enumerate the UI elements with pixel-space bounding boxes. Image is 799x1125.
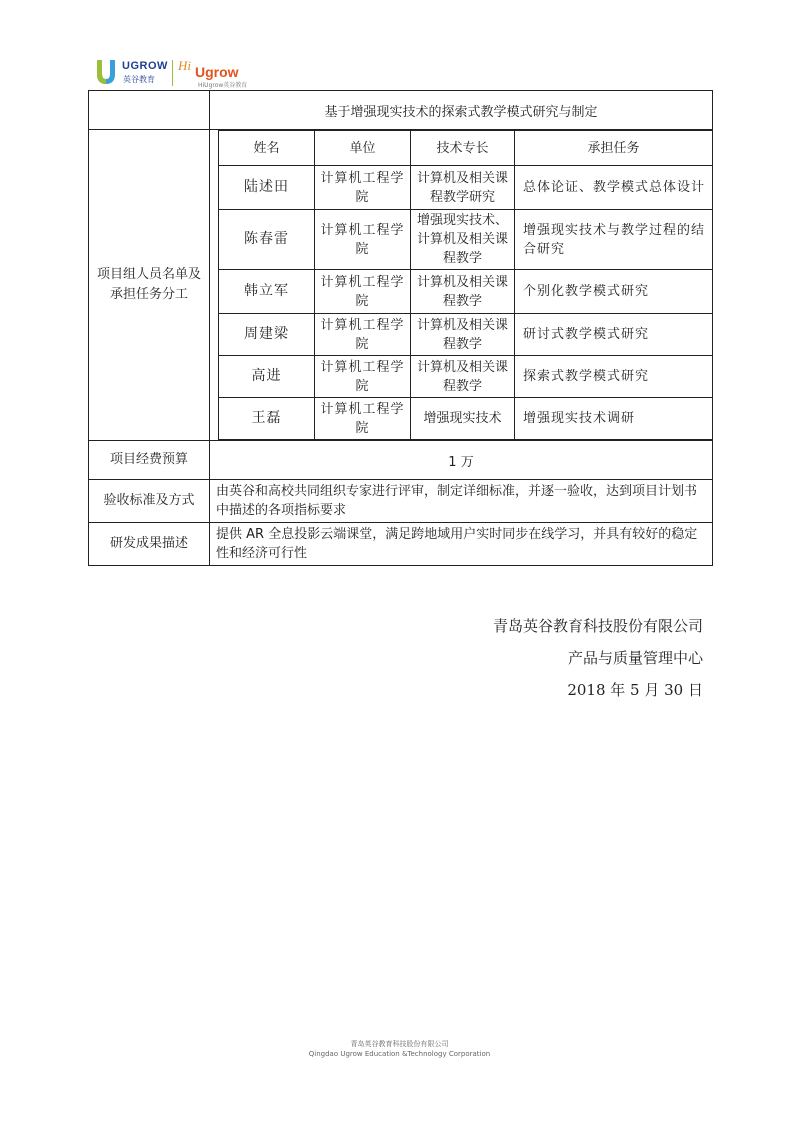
member-skill: 计算机及相关课程教学: [411, 270, 515, 314]
member-unit: 计算机工程学院: [315, 210, 411, 270]
signature-company: 青岛英谷教育科技股份有限公司: [492, 617, 703, 635]
acceptance-row: [89, 480, 713, 523]
member-name: 高进: [219, 356, 315, 398]
acceptance-label: 验收标准及方式: [89, 480, 210, 523]
member-skill: 计算机及相关课程教学研究: [411, 166, 515, 210]
team-row: [219, 270, 713, 314]
project-form-table: [88, 90, 713, 566]
team-header-skill: 技术专长: [411, 131, 515, 166]
logo-brand-cn: 英谷教育: [123, 75, 155, 84]
team-row: [219, 166, 713, 210]
member-name: 陆述田: [219, 166, 315, 210]
member-task: 增强现实技术与教学过程的结合研究: [515, 210, 713, 270]
member-task: 总体论证、教学模式总体设计: [515, 166, 713, 210]
member-skill: 增强现实技术、计算机及相关课程教学: [411, 210, 515, 270]
member-name: 陈春雷: [219, 210, 315, 270]
logo-brand-text: UGROW: [122, 60, 168, 72]
team-row: [219, 398, 713, 440]
outcome-row: [89, 523, 713, 566]
team-label-text: 项目组人员名单及承担任务分工: [96, 267, 201, 302]
team-header-unit: 单位: [315, 131, 411, 166]
member-unit: 计算机工程学院: [315, 314, 411, 356]
member-skill: 计算机及相关课程教学: [411, 356, 515, 398]
team-row: [89, 130, 713, 441]
acceptance-value: 由英谷和高校共同组织专家进行评审，制定详细标准，并逐一验收，达到项目计划书中描述的各项指标要求: [210, 480, 713, 523]
budget-value: 1 万: [210, 441, 713, 480]
team-header-row: [219, 131, 713, 166]
member-name: 王磊: [219, 398, 315, 440]
project-title: 基于增强现实技术的探索式教学模式研究与制定: [210, 91, 713, 130]
member-unit: 计算机工程学院: [315, 356, 411, 398]
member-task: 研讨式教学模式研究: [515, 314, 713, 356]
member-task: 探索式教学模式研究: [515, 356, 713, 398]
logo-hiugrow-text: Ugrow: [195, 64, 239, 80]
member-name: 周建梁: [219, 314, 315, 356]
member-skill: 计算机及相关课程教学: [411, 314, 515, 356]
page-footer-cn: 青岛英谷教育科技股份有限公司: [350, 1040, 449, 1048]
member-unit: 计算机工程学院: [315, 398, 411, 440]
team-table: [218, 130, 713, 440]
member-task: 个别化教学模式研究: [515, 270, 713, 314]
team-header-name: 姓名: [219, 131, 315, 166]
team-row: [219, 314, 713, 356]
team-label: [89, 130, 210, 441]
team-cell: [210, 130, 713, 441]
logo-hiugrow-sub: HiUgrow英谷教育: [198, 82, 248, 89]
member-skill: 增强现实技术: [411, 398, 515, 440]
title-row-blank: [89, 91, 210, 130]
company-logo: [94, 58, 264, 88]
budget-label: 项目经费预算: [89, 441, 210, 480]
team-row: [219, 356, 713, 398]
logo-divider: [172, 60, 173, 86]
signature-date: 2018 年 5 月 30 日: [567, 681, 703, 699]
budget-row: [89, 441, 713, 480]
member-unit: 计算机工程学院: [315, 166, 411, 210]
signature-dept: 产品与质量管理中心: [567, 649, 703, 667]
page-footer-en: Qingdao Ugrow Education &Technology Corporation: [308, 1050, 491, 1058]
member-unit: 计算机工程学院: [315, 270, 411, 314]
title-row: [89, 91, 713, 130]
member-name: 韩立军: [219, 270, 315, 314]
outcome-label: 研发成果描述: [89, 523, 210, 566]
team-row: [219, 210, 713, 270]
outcome-value: 提供 AR 全息投影云端课堂，满足跨地域用户实时同步在线学习，并具有较好的稳定性和经济可行性: [210, 523, 713, 566]
ugrow-u-logo-icon: [94, 58, 118, 86]
logo-hi-text: Hi: [178, 58, 191, 73]
member-task: 增强现实技术调研: [515, 398, 713, 440]
team-header-task: 承担任务: [515, 131, 713, 166]
